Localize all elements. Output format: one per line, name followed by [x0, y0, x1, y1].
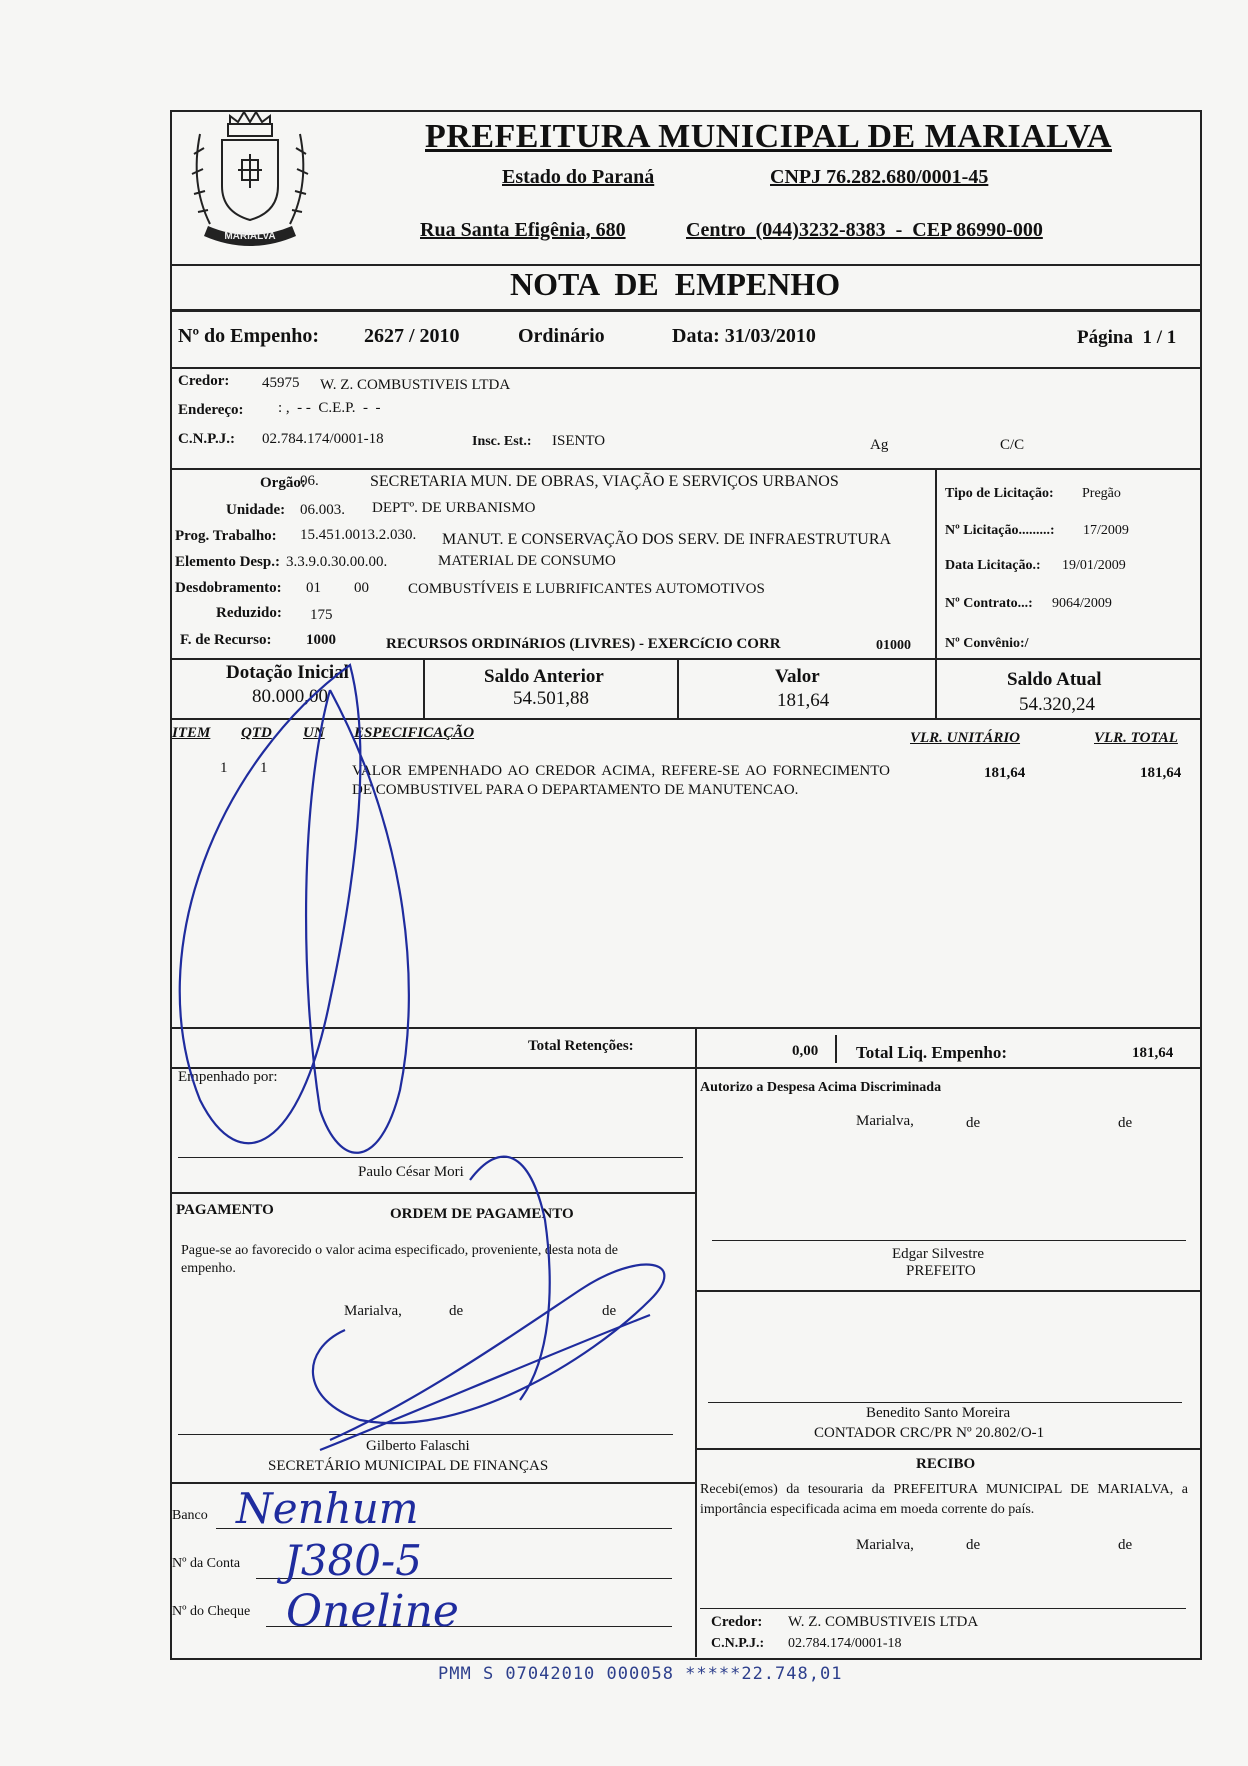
page-number: Página 1 / 1: [1077, 327, 1177, 348]
recibo-cnpj: 02.784.174/0001-18: [788, 1636, 902, 1651]
contrato-value: 9064/2009: [1052, 596, 1112, 611]
saldo-anterior-label: Saldo Anterior: [484, 666, 604, 687]
state-name: Estado do Paraná: [502, 166, 655, 188]
credor-cnpj-label: C.N.P.J.:: [178, 431, 235, 447]
credor-name: W. Z. COMBUSTIVEIS LTDA: [320, 377, 511, 393]
recibo-de2: de: [1118, 1537, 1133, 1553]
recibo-text: Recebi(emos) da tesouraria da PREFEITURA MUNICIPAL DE MARIALVA, a importância especificada acima em moeda corrente do país.: [700, 1482, 1188, 1517]
cheque-label: Nº do Cheque: [172, 1604, 251, 1619]
autorizo-city: Marialva,: [856, 1113, 914, 1129]
recibo-city: Marialva,: [856, 1537, 914, 1553]
empenhado-por-label: Empenhado por:: [178, 1069, 278, 1085]
cheque-handwriting: Oneline: [286, 1586, 459, 1637]
pagamento-de2: de: [602, 1303, 617, 1319]
autorizo-de2: de: [1118, 1115, 1133, 1131]
crest-banner-text: MARIALVA: [224, 231, 276, 242]
saldo-atual-value: 54.320,24: [1019, 694, 1095, 715]
credor-code: 45975: [262, 375, 300, 391]
valor-label: Valor: [775, 666, 820, 687]
saldo-atual-label: Saldo Atual: [1007, 669, 1102, 690]
recibo-de1: de: [966, 1537, 981, 1553]
elemento-desp-desc: MATERIAL DE CONSUMO: [438, 553, 616, 569]
prog-trabalho-desc: MANUT. E CONSERVAÇÃO DOS SERV. DE INFRAESTRUTURA: [442, 531, 892, 548]
empenho-type: Ordinário: [518, 325, 605, 347]
saldo-anterior-value: 54.501,88: [513, 688, 589, 709]
recibo-label: RECIBO: [916, 1456, 976, 1472]
prog-trabalho-code: 15.451.0013.2.030.: [300, 527, 417, 543]
financas-signer: Gilberto Falaschi: [366, 1438, 470, 1454]
prefeitura-cnpj: CNPJ 76.282.680/0001-45: [770, 166, 989, 188]
item-unit-value: 181,64: [984, 765, 1026, 781]
col-qtd-header: QTD: [241, 725, 272, 741]
total-liquido-label: Total Liq. Empenho:: [856, 1043, 1007, 1062]
elemento-desp-label: Elemento Desp.:: [175, 554, 280, 570]
endereco-label: Endereço:: [178, 402, 244, 418]
unidade-label: Unidade:: [226, 502, 286, 518]
insc-est-value: ISENTO: [552, 433, 606, 449]
prefeito-role: PREFEITO: [906, 1263, 976, 1279]
desdobramento-label: Desdobramento:: [175, 580, 282, 596]
total-retencoes-label: Total Retenções:: [528, 1038, 634, 1054]
reduzido-label: Reduzido:: [216, 605, 282, 621]
ordem-pagamento-label: ORDEM DE PAGAMENTO: [390, 1206, 574, 1222]
credor-cnpj: 02.784.174/0001-18: [262, 431, 384, 447]
total-retencoes-value: 0,00: [792, 1043, 819, 1059]
credor-label: Credor:: [178, 373, 230, 389]
orgao-desc: SECRETARIA MUN. DE OBRAS, VIAÇÃO E SERVIÇOS URBANOS: [370, 473, 839, 490]
numero-licitacao-label: Nº Licitação.........:: [945, 523, 1055, 538]
item-number: 1: [220, 760, 228, 776]
col-un-header: UN: [303, 725, 325, 741]
contador-role: CONTADOR CRC/PR Nº 20.802/O-1: [814, 1425, 1045, 1441]
contador-name: Benedito Santo Moreira: [866, 1405, 1011, 1421]
recibo-cnpj-label: C.N.P.J.:: [711, 1636, 765, 1651]
contrato-label: Nº Contrato...:: [945, 596, 1033, 611]
desdobramento-a: 01: [306, 580, 321, 596]
document-title: NOTA DE EMPENHO: [510, 266, 841, 302]
empenhado-signer: Paulo César Mori: [358, 1164, 464, 1180]
col-espec-header: ESPECIFICAÇÃO: [354, 725, 475, 741]
recibo-credor: W. Z. COMBUSTIVEIS LTDA: [788, 1614, 979, 1630]
dotacao-label: Dotação Inicial: [226, 662, 349, 683]
prefeito-name: Edgar Silvestre: [892, 1246, 985, 1262]
item-qtd: 1: [260, 760, 268, 776]
autorizo-label: Autorizo a Despesa Acima Discriminada: [700, 1080, 942, 1095]
numero-licitacao: 17/2009: [1083, 523, 1129, 538]
empenho-number-label: Nº do Empenho:: [178, 325, 320, 347]
convenio-label: Nº Convênio:/: [945, 636, 1029, 651]
unidade-desc: DEPTº. DE URBANISMO: [372, 500, 536, 516]
banco-handwriting: Nenhum: [236, 1484, 419, 1533]
fonte-recurso-desc: RECURSOS ORDINáRIOS (LIVRES) - EXERCíCIO CORR: [386, 636, 781, 652]
fonte-recurso-code2: 01000: [876, 638, 911, 653]
fonte-recurso-code: 1000: [306, 632, 336, 648]
item-total-value: 181,64: [1140, 765, 1182, 781]
conta-handwriting: J380-5: [284, 1536, 422, 1585]
tipo-licitacao: Pregão: [1082, 486, 1121, 501]
empenho-date: Data: 31/03/2010: [672, 325, 816, 347]
desdobramento-b: 00: [354, 580, 369, 596]
address-district-phone: Centro (044)3232-8383 - CEP 86990-000: [686, 219, 1043, 241]
bank-authentication-stamp: PMM S 07042010 000058 *****22.748,01: [438, 1664, 843, 1684]
unidade-code: 06.003.: [300, 502, 345, 518]
insc-est-label: Insc. Est.:: [472, 434, 532, 449]
tipo-licitacao-label: Tipo de Licitação:: [945, 486, 1054, 501]
endereco-value: : , - - C.E.P. - -: [278, 400, 381, 416]
agencia-label: Ag: [870, 437, 889, 453]
recibo-credor-label: Credor:: [711, 1614, 763, 1630]
desdobramento-desc: COMBUSTÍVEIS E LUBRIFICANTES AUTOMOTIVOS: [408, 581, 765, 597]
col-unit-header: VLR. UNITÁRIO: [910, 730, 1021, 746]
banco-label: Banco: [172, 1508, 208, 1523]
pagamento-city: Marialva,: [344, 1303, 402, 1319]
empenho-number: 2627 / 2010: [364, 325, 460, 347]
autorizo-de1: de: [966, 1115, 981, 1131]
reduzido-value: 175: [310, 607, 333, 623]
col-item-header: ITEM: [172, 725, 211, 741]
valor-value: 181,64: [777, 690, 830, 711]
conta-corrente-label: C/C: [1000, 437, 1025, 453]
pagamento-label: PAGAMENTO: [176, 1202, 274, 1218]
prefeitura-title: PREFEITURA MUNICIPAL DE MARIALVA: [425, 118, 1112, 155]
data-licitacao: 19/01/2009: [1062, 558, 1126, 573]
orgao-label: Orgão:: [260, 475, 306, 491]
fonte-recurso-label: F. de Recurso:: [180, 632, 272, 648]
data-licitacao-label: Data Licitação.:: [945, 558, 1041, 573]
address-street: Rua Santa Efigênia, 680: [420, 219, 626, 241]
item-especificacao: VALOR EMPENHADO AO CREDOR ACIMA, REFERE-SE AO FORNECIMENTO DE COMBUSTIVEL PARA O DEPARTAMENTO DE MANUTENCAO.: [352, 763, 890, 798]
col-total-header: VLR. TOTAL: [1094, 730, 1178, 746]
prog-trabalho-label: Prog. Trabalho:: [175, 528, 277, 544]
pagamento-de1: de: [449, 1303, 464, 1319]
elemento-desp-code: 3.3.9.0.30.00.00.: [286, 554, 388, 570]
orgao-code: 06.: [300, 473, 319, 489]
dotacao-value: 80.000,00: [252, 686, 328, 707]
pagamento-text: Pague-se ao favorecido o valor acima especificado, proveniente, desta nota de empenho.: [181, 1243, 618, 1276]
financas-role: SECRETÁRIO MUNICIPAL DE FINANÇAS: [268, 1458, 549, 1474]
conta-label: Nº da Conta: [172, 1556, 241, 1571]
total-liquido-value: 181,64: [1132, 1045, 1174, 1061]
